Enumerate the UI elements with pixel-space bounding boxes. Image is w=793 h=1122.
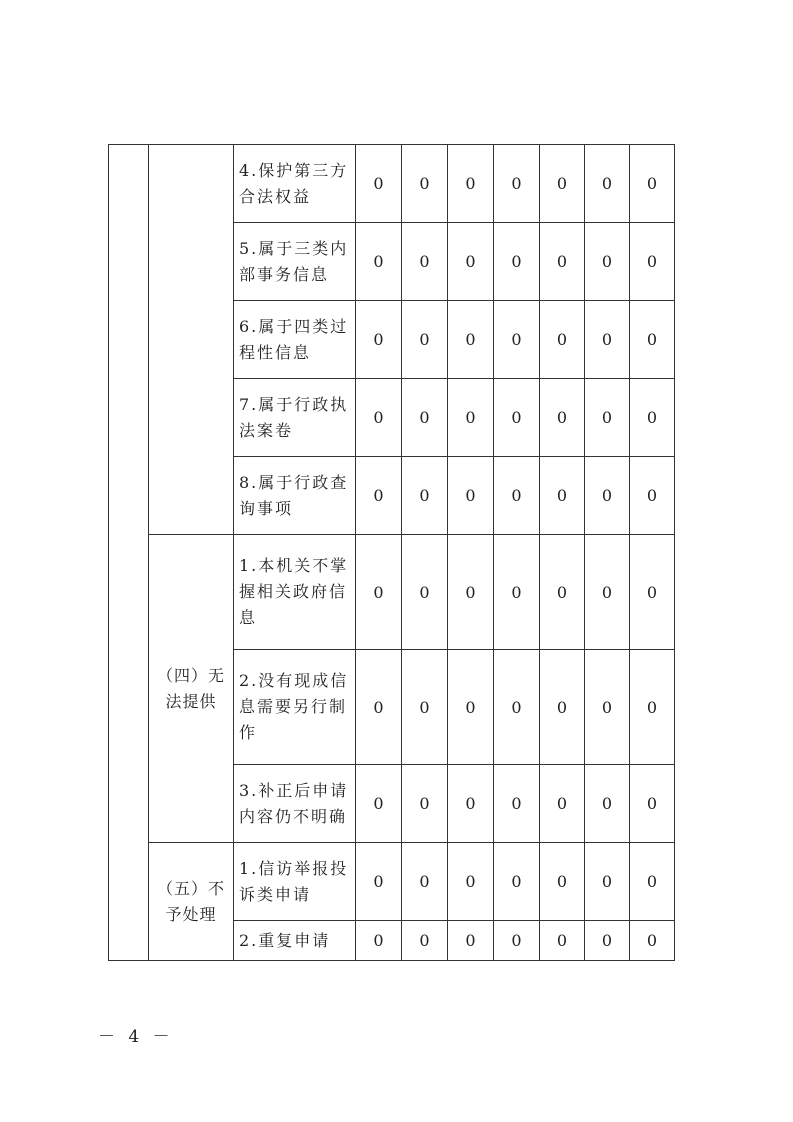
value-cell: 0 [585,301,630,379]
value-cell: 0 [585,765,630,843]
value-cell: 0 [494,843,540,921]
value-cell: 0 [630,921,675,961]
category-cell [149,145,234,535]
value-cell: 0 [585,457,630,535]
value-cell: 0 [402,301,448,379]
value-cell: 0 [356,223,402,301]
value-cell: 0 [540,843,585,921]
value-cell: 0 [540,379,585,457]
value-cell: 0 [585,379,630,457]
value-cell: 0 [540,145,585,223]
value-cell: 0 [540,223,585,301]
value-cell: 0 [402,223,448,301]
value-cell: 0 [630,765,675,843]
value-cell: 0 [448,650,494,765]
value-cell: 0 [585,145,630,223]
value-cell: 0 [540,765,585,843]
value-cell: 0 [494,457,540,535]
value-cell: 0 [540,650,585,765]
table-row [109,145,675,223]
value-cell: 0 [402,535,448,650]
value-cell: 0 [448,301,494,379]
value-cell: 0 [630,457,675,535]
item-label: 7.属于行政执法案卷 [234,379,356,457]
value-cell: 0 [494,650,540,765]
value-cell: 0 [630,535,675,650]
item-label: 2.重复申请 [234,921,356,961]
value-cell: 0 [356,535,402,650]
value-cell: 0 [585,535,630,650]
value-cell: 0 [494,535,540,650]
value-cell: 0 [630,301,675,379]
statistics-table [108,144,675,961]
value-cell: 0 [356,650,402,765]
value-cell: 0 [630,379,675,457]
value-cell: 0 [402,145,448,223]
value-cell: 0 [402,457,448,535]
value-cell: 0 [356,301,402,379]
value-cell: 0 [448,145,494,223]
item-label: 8.属于行政查询事项 [234,457,356,535]
value-cell: 0 [585,843,630,921]
value-cell: 0 [448,921,494,961]
category-cell: （四）无法提供 [149,535,234,843]
item-label: 1.本机关不掌握相关政府信息 [234,535,356,650]
value-cell: 0 [630,650,675,765]
value-cell: 0 [494,301,540,379]
value-cell: 0 [356,843,402,921]
value-cell: 0 [585,921,630,961]
value-cell: 0 [448,843,494,921]
value-cell: 0 [356,379,402,457]
value-cell: 0 [402,843,448,921]
value-cell: 0 [494,145,540,223]
item-label: 6.属于四类过程性信息 [234,301,356,379]
item-label: 2.没有现成信息需要另行制作 [234,650,356,765]
item-label: 3.补正后申请内容仍不明确 [234,765,356,843]
value-cell: 0 [494,223,540,301]
value-cell: 0 [540,921,585,961]
value-cell: 0 [630,843,675,921]
value-cell: 0 [630,145,675,223]
value-cell: 0 [356,921,402,961]
item-label: 4.保护第三方合法权益 [234,145,356,223]
value-cell: 0 [494,921,540,961]
value-cell: 0 [540,535,585,650]
value-cell: 0 [585,650,630,765]
value-cell: 0 [402,921,448,961]
item-label: 1.信访举报投诉类申请 [234,843,356,921]
value-cell: 0 [402,650,448,765]
item-label: 5.属于三类内部事务信息 [234,223,356,301]
value-cell: 0 [448,765,494,843]
value-cell: 0 [540,301,585,379]
page-number: － 4 － [98,1027,174,1047]
value-cell: 0 [630,223,675,301]
value-cell: 0 [448,535,494,650]
outer-category-cell [109,145,149,961]
value-cell: 0 [585,223,630,301]
value-cell: 0 [402,765,448,843]
value-cell: 0 [540,457,585,535]
value-cell: 0 [448,457,494,535]
table-row [109,535,675,650]
value-cell: 0 [494,765,540,843]
value-cell: 0 [356,145,402,223]
value-cell: 0 [356,457,402,535]
value-cell: 0 [448,223,494,301]
value-cell: 0 [494,379,540,457]
value-cell: 0 [356,765,402,843]
category-cell: （五）不予处理 [149,843,234,961]
table-row [109,843,675,921]
value-cell: 0 [448,379,494,457]
value-cell: 0 [402,379,448,457]
